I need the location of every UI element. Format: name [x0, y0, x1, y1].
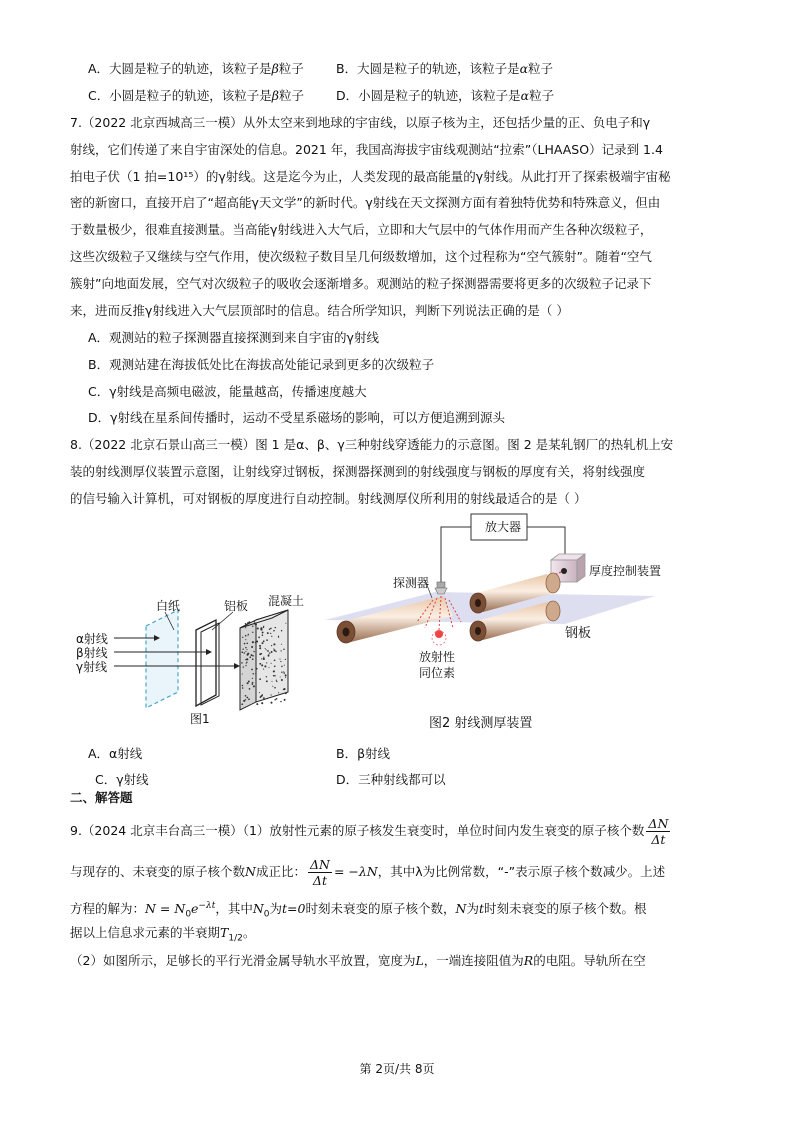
section-heading: 二、解答题 [70, 790, 133, 805]
q9-line-5: （2）如图所示，足够长的平行光滑金属导轨水平放置，宽度为L，一端连接阻值为R的电阻。导轨所在空 [70, 953, 646, 968]
q7-line: 拍电子伏（1 拍=10¹⁵）的γ射线。这是迄今为止，人类发现的最高能量的γ射线。从此打开了探索极端宇宙秘 [70, 169, 671, 184]
q8-option-d: D．三种射线都可以 [336, 772, 446, 787]
figure-2 [325, 512, 725, 737]
figure-2-caption: 图2 射线测厚装置 [429, 716, 533, 731]
detector [435, 582, 447, 594]
q7-option-b: B．观测站建在海拔低处比在海拔高处能记录到更多的次级粒子 [88, 357, 435, 372]
q9-line-4: 据以上信息求元素的半衰期$T_{1/2}$。 [70, 925, 256, 944]
q7-line: 射线，它们传递了来自宇宙深处的信息。2021 年，我国高海拔宇宙线观测站“拉索”（LHAASO）记录到 1.4 [70, 142, 663, 157]
q9-line-1: 9.（2024 北京丰台高三一模）（1）放射性元素的原子核发生衰变时，单位时间内发生衰变的原子核个数 $\frac{\Delta N}{\Delta t}$ [70, 816, 669, 847]
q8-option-c: C．γ射线 [95, 772, 149, 787]
q7-line: 于数量极少，很难直接测量。当高能γ射线进入大气后，立即和大气层中的气体作用而产生各种次级粒子， [70, 222, 653, 237]
figure-2-drawing [325, 512, 725, 737]
q7-line: 这些次级粒子又继续与空气作用，使次级粒子数目呈几何级数增加，这个过程称为“空气簇射”。随着“空气 [70, 249, 652, 264]
alpha-ray-label: α射线 [76, 632, 108, 646]
q7-option-d: D．γ射线在星系间传播时，运动不受星系磁场的影响，可以方便追溯到源头 [88, 410, 506, 425]
dN-dt-fraction: $\frac{\Delta N}{\Delta t}$ [648, 816, 669, 847]
decay-rate-fraction: $\frac{\Delta N}{\Delta t}$ [309, 857, 330, 888]
figure-1-caption: 图1 [190, 712, 210, 726]
paper-sheet [146, 610, 178, 708]
q9-line-2: 与现存的、未衰变的原子核个数N成正比： $\frac{\Delta N}{\Delta t}$ = −λN，其中λ为比例常数，“-”表示原子核个数减少。上述 [70, 857, 666, 888]
beta-ray-label: β射线 [76, 646, 108, 660]
q9-line-3: 方程的解为：$N = N_0e^{-\lambda t}$，其中$N_0$为t=0时刻未衰变的原子核个数，N为t时刻未衰变的原子核个数。根 [70, 901, 647, 920]
q8-line: 8.（2022 北京石景山高三一模）图 1 是α、β、γ三种射线穿透能力的示意图。图 2 是某轧钢厂的热轧机上安 [70, 437, 674, 452]
amplifier-label: 放大器 [485, 520, 522, 534]
q7-line: 7.（2022 北京西城高三一模）从外太空来到地球的宇宙线，以原子核为主，还包括少量的正、负电子和γ [70, 115, 651, 130]
q7-line: 密的新窗口，直接开启了“超高能γ天文学”的新时代。γ射线在天文探测方面有着独特优势和特殊意义，但由 [70, 195, 661, 210]
q6-option-b: B．大圆是粒子的轨迹，该粒子是α粒子 [336, 61, 554, 76]
q8-option-a: A．α射线 [88, 746, 143, 761]
detector-label: 探测器 [393, 576, 430, 590]
gamma-ray-label: γ射线 [76, 660, 108, 674]
figure-1 [70, 594, 340, 740]
q8-line: 的信号输入计算机，可对钢板的厚度进行自动控制。射线测厚仪所利用的射线最适合的是（ ） [70, 491, 587, 506]
q6-option-c: C．小圆是粒子的轨迹，该粒子是β粒子 [88, 88, 304, 103]
aluminum-plate [196, 620, 216, 706]
aluminum-label: 铝板 [224, 599, 249, 613]
q7-line: 来，进而反推γ射线进入大气层顶部时的信息。结合所学知识，判断下列说法正确的是（ ） [70, 303, 569, 318]
thickness-control-label: 厚度控制装置 [589, 564, 662, 578]
paper-label: 白纸 [156, 599, 181, 613]
q8-option-b: B．β射线 [336, 746, 391, 761]
q7-option-c: C．γ射线是高频电磁波，能量越高，传播速度越大 [88, 384, 367, 399]
q7-line: 簇射”向地面发展，空气对次级粒子的吸收会逐渐增多。观测站的粒子探测器需要将更多的次级粒子记录下 [70, 276, 652, 291]
isotope-source [432, 630, 446, 645]
isotope-label-2: 同位素 [419, 666, 456, 680]
isotope-label-1: 放射性 [419, 650, 456, 664]
q6-option-d: D．小圆是粒子的轨迹，该粒子是α粒子 [336, 88, 555, 103]
concrete-label: 混凝土 [268, 594, 305, 608]
q6-option-a: A．大圆是粒子的轨迹，该粒子是β粒子 [88, 61, 304, 76]
steel-label: 钢板 [565, 626, 592, 641]
page-footer: 第 2页/共 8页 [359, 1062, 435, 1076]
q8-line: 装的射线测厚仪装置示意图，让射线穿过钢板，探测器探测到的射线强度与钢板的厚度有关，将射线强度 [70, 464, 646, 479]
q7-option-a: A．观测站的粒子探测器直接探测到来自宇宙的γ射线 [88, 330, 379, 345]
